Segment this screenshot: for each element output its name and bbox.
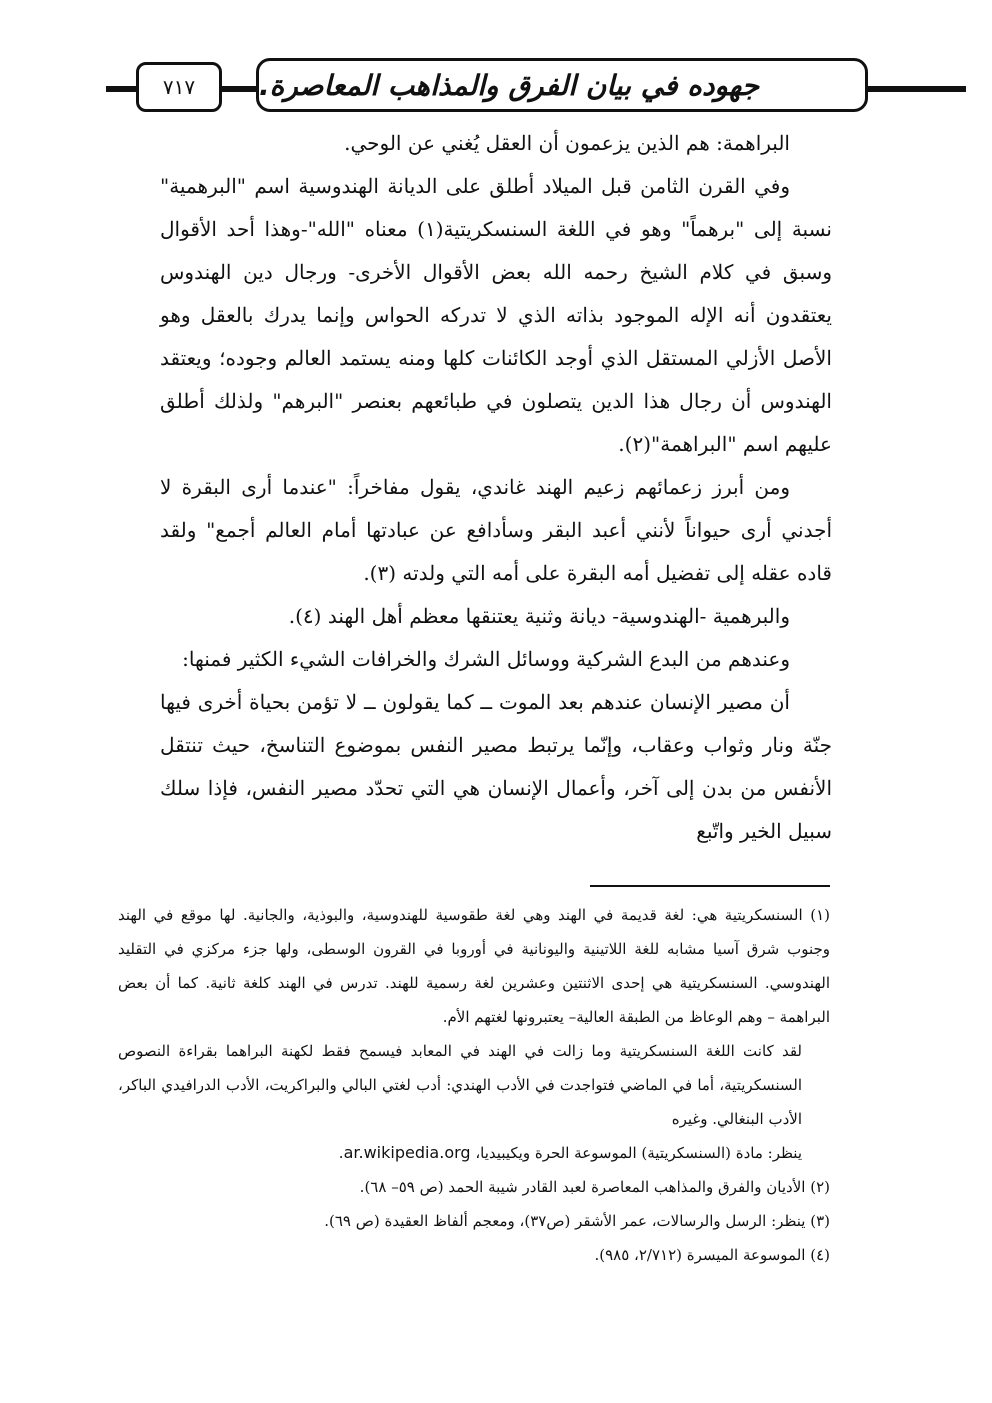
- footnote-separator: [590, 885, 830, 887]
- footnote-1-continued: لقد كانت اللغة السنسكريتية وما زالت في الهند في المعابد فيسمح فقط لكهنة البراهما بقراءة النصوص السنسكريتية، أما في الماضي فتواجدت في الأدب الهندي: أدب لغتي البالي والبراكريت، الأدب الدرافيدي الباكر، الأدب البنغالي. وغيره: [118, 1042, 802, 1128]
- page-number: ٧١٧: [136, 62, 222, 112]
- paragraph-1: البراهمة: هم الذين يزعمون أن العقل يُغني عن الوحي.: [344, 131, 790, 155]
- main-text: [160, 122, 832, 853]
- footnote-1-source: [118, 1136, 830, 1170]
- paragraph-2: وفي القرن الثامن قبل الميلاد أطلق على الديانة الهندوسية اسم "البرهمية" نسبة إلى "برهماً" وهو في اللغة السنسكريتية(١) معناه "الله"-وهذا أحد الأقوال وسبق في كلام الشيخ رحمه الله بعض الأقوال الأخرى- ورجال دين الهندوس يعتقدون أنه الإله الموجود بذاته الذي لا تدركه الحواس وإنما يدرك بالعقل وهو الأصل الأزلي المستقل الذي أوجد الكائنات كلها ومنه يستمد العالم وجوده؛ ويعتقد الهندوس أن رجال هذا الدين يتصلون في طبائعهم بعنصر "البرهم" ولذلك أطلق عليهم اسم "البراهمة"(٢).: [160, 174, 832, 456]
- footnote-1: (١) السنسكريتية هي: لغة قديمة في الهند وهي لغة طقوسية للهندوسية، والبوذية، والجانية. لها موقع في الهند وجنوب شرق آسيا مشابه للغة اللاتينية واليونانية في أوروبا في القرون الوسطى، ولها جزء مركزي في التقليد الهندوسي. السنسكريتية هي إحدى الاثنتين وعشرين لغة رسمية للهند. تدرس في الهند كلغة ثانية. كما أن بعض البراهمة – وهم الوعاظ من الطبقة العالية– يعتبرونها لغتهم الأم.: [118, 906, 830, 1026]
- footnote-3: (٣) ينظر: الرسل والرسالات، عمر الأشقر (ص٣٧)، ومعجم ألفاظ العقيدة (ص ٦٩).: [324, 1212, 830, 1230]
- footnote-1-source-end: .: [338, 1144, 344, 1162]
- wikipedia-link[interactable]: ar.wikipedia.org: [343, 1143, 471, 1162]
- paragraph-5: وعندهم من البدع الشركية ووسائل الشرك والخرافات الشيء الكثير فمنها:: [182, 647, 790, 671]
- running-title: جهوده في بيان الفرق والمذاهب المعاصرة.: [256, 58, 868, 112]
- paragraph-4: والبرهمية -الهندوسية- ديانة وثنية يعتنقها معظم أهل الهند (٤).: [288, 604, 790, 628]
- paragraph-3: ومن أبرز زعمائهم زعيم الهند غاندي، يقول مفاخراً: "عندما أرى البقرة لا أجدني أرى حيواناً لأنني أعبد البقر وسأدافع عن عبادتها أمام العالم أجمع" ولقد قاده عقله إلى تفضيل أمه البقرة على أمه التي ولدته (٣).: [160, 475, 832, 585]
- footnote-1-source-text: ينظر: مادة (السنسكريتية) الموسوعة الحرة ويكيبيديا،: [475, 1144, 802, 1162]
- footnote-4: (٤) الموسوعة الميسرة (٢/٧١٢، ٩٨٥).: [594, 1246, 830, 1264]
- footnote-2: (٢) الأديان والفرق والمذاهب المعاصرة لعبد القادر شيبة الحمد (ص ٥٩– ٦٨).: [359, 1178, 830, 1196]
- paragraph-6: أن مصير الإنسان عندهم بعد الموت ــ كما يقولون ــ لا تؤمن بحياة أخرى فيها جنّة ونار وثواب وعقاب، وإنّما يرتبط مصير النفس بموضوع التناسخ، حيث تنتقل الأنفس من بدن إلى آخر، وأعمال الإنسان هي التي تحدّد مصير النفس، فإذا سلك سبيل الخير واتّبع: [160, 690, 832, 843]
- footnotes: [118, 898, 830, 1272]
